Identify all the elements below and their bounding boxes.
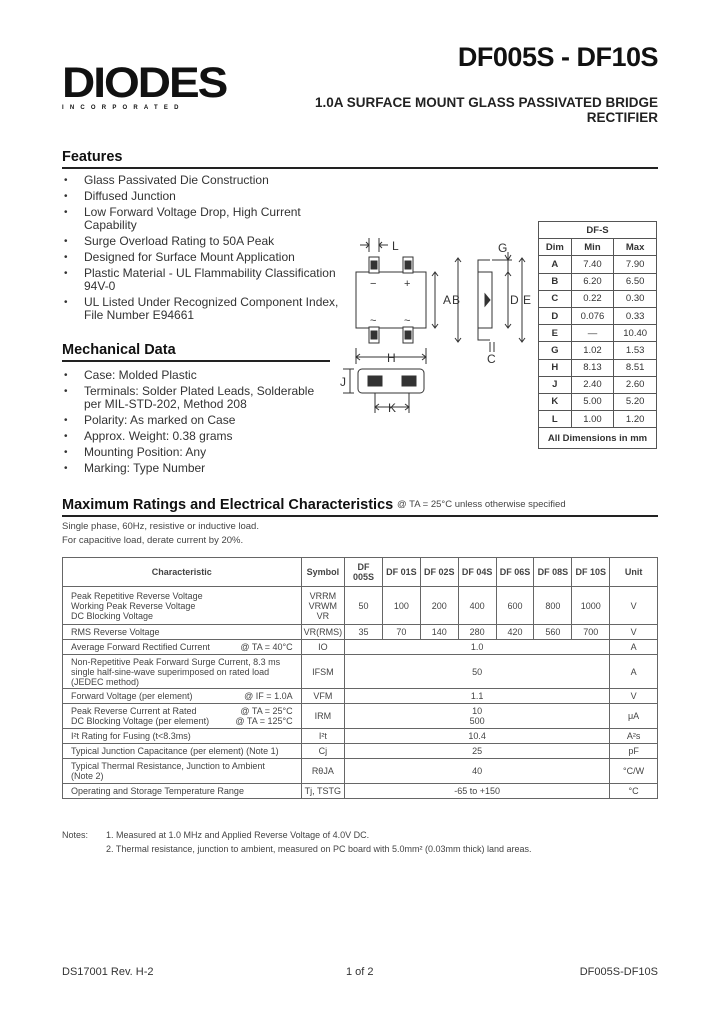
- dim-header-max: Max: [614, 239, 657, 256]
- i2t-value: 10.4: [345, 729, 610, 744]
- row-irm: [63, 704, 658, 729]
- dim-row: [539, 273, 657, 290]
- dim-cell: 2.40: [571, 376, 614, 393]
- features-rule: [62, 167, 658, 169]
- lead-top-left-pad: [371, 261, 377, 269]
- footer-doc-rev: DS17001 Rev. H-2: [62, 966, 154, 978]
- cj-char: Typical Junction Capacitance (per element) (Note 1): [63, 744, 302, 759]
- vrms-unit: V: [610, 625, 658, 640]
- dim-cell: 10.40: [614, 325, 657, 342]
- cj-value: 25: [345, 744, 610, 759]
- dim-table-footer: All Dimensions in mm: [539, 428, 657, 449]
- dim-cell: 1.02: [571, 342, 614, 359]
- vrrm-unit: V: [610, 587, 658, 625]
- dim-label-G: G: [498, 241, 508, 255]
- mechanical-list: [62, 369, 332, 478]
- footer-part-number: DF005S-DF10S: [579, 966, 658, 978]
- cj-unit: pF: [610, 744, 658, 759]
- mechanical-item: • Case: Molded Plastic: [62, 369, 332, 382]
- io-unit: A: [610, 640, 658, 655]
- dim-cell: C: [539, 290, 572, 307]
- vrms-value: 280: [458, 625, 496, 640]
- ratings-condition: @ TA = 25°C unless otherwise specified: [397, 499, 566, 510]
- dim-cell: 2.60: [614, 376, 657, 393]
- ratings-table: [62, 557, 658, 799]
- row-vfm: [63, 689, 658, 704]
- ratings-line-1: Single phase, 60Hz, resistive or inductive load.: [62, 521, 259, 532]
- footer-page-number: 1 of 2: [346, 966, 374, 978]
- vrrm-value: 100: [382, 587, 420, 625]
- hdr-df08s: DF 08S: [534, 558, 572, 587]
- note-2: 2. Thermal resistance, junction to ambient, measured on PC board with 5.0mm² (0.03mm thick) land areas.: [106, 844, 532, 854]
- mechanical-item: • Marking: Type Number: [62, 462, 332, 475]
- ifsm-value: 50: [345, 655, 610, 689]
- product-subtitle: [315, 95, 658, 125]
- dim-row: [539, 376, 657, 393]
- vrms-sym: VR(RMS): [301, 625, 345, 640]
- dim-cell: 5.20: [614, 393, 657, 410]
- dim-header-dim: Dim: [539, 239, 572, 256]
- ifsm-sym: IFSM: [301, 655, 345, 689]
- pin-ac1-label: ~: [370, 315, 377, 327]
- ratings-line-2: For capacitive load, derate current by 20%.: [62, 535, 244, 546]
- hdr-unit: Unit: [610, 558, 658, 587]
- dim-cell: G: [539, 342, 572, 359]
- io-char: Average Forward Rectified Current: [71, 642, 210, 652]
- vrms-value: 70: [382, 625, 420, 640]
- cj-sym: Cj: [301, 744, 345, 759]
- mechanical-item: • Mounting Position: Any: [62, 446, 332, 459]
- part-number-title: DF005S - DF10S: [457, 42, 658, 72]
- top-view-body: [356, 272, 426, 328]
- ifsm-char-2: single half-sine-wave superimposed on rated load: [71, 666, 270, 677]
- dim-L-arrows: [360, 242, 388, 248]
- i2t-sym: I²t: [301, 729, 345, 744]
- io-value: 1.0: [345, 640, 610, 655]
- pin-plus-label: +: [404, 278, 411, 290]
- lead-bottom-left-pad: [371, 331, 377, 339]
- dim-label-J: J: [340, 375, 346, 389]
- vrms-char: RMS Reverse Voltage: [63, 625, 302, 640]
- dim-label-H: H: [387, 351, 396, 365]
- rja-value: 40: [345, 759, 610, 784]
- vfm-unit: V: [610, 689, 658, 704]
- front-lead-left: [368, 376, 382, 386]
- irm-value-2: 500: [469, 716, 485, 726]
- side-pin-mark: [485, 294, 490, 306]
- hdr-characteristic: Characteristic: [63, 558, 302, 587]
- temp-sym: Tj, TSTG: [301, 784, 345, 799]
- feature-item: • Surge Overload Rating to 50A Peak: [62, 235, 347, 248]
- vrms-value: 560: [534, 625, 572, 640]
- subtitle-line-2: RECTIFIER: [586, 110, 658, 125]
- side-lead-top: [478, 260, 490, 272]
- ifsm-char-3: (JEDEC method): [71, 676, 140, 687]
- feature-item: • Plastic Material - UL Flammability Classification 94V-0: [62, 267, 347, 293]
- lead-bottom-right-pad: [405, 331, 411, 339]
- dim-cell: J: [539, 376, 572, 393]
- temp-char: Operating and Storage Temperature Range: [63, 784, 302, 799]
- dim-table-title: DF-S: [539, 222, 657, 239]
- io-sym: IO: [301, 640, 345, 655]
- dim-label-L: L: [392, 239, 399, 253]
- vrrm-value: 600: [496, 587, 534, 625]
- dim-cell: 0.076: [571, 307, 614, 324]
- row-i2t: [63, 729, 658, 744]
- temp-unit: °C: [610, 784, 658, 799]
- hdr-df04s: DF 04S: [458, 558, 496, 587]
- vrms-value: 140: [420, 625, 458, 640]
- dim-cell: 1.00: [571, 411, 614, 428]
- dim-row: [539, 411, 657, 428]
- ratings-header-row: [63, 558, 658, 587]
- dim-label-B: B: [452, 293, 461, 307]
- ratings-heading: Maximum Ratings and Electrical Characteristics: [62, 497, 394, 513]
- front-lead-right: [402, 376, 416, 386]
- features-heading: Features: [62, 149, 123, 165]
- hdr-df02s: DF 02S: [420, 558, 458, 587]
- pin-minus-label: −: [370, 278, 377, 290]
- dim-cell: 0.33: [614, 307, 657, 324]
- note-1: 1. Measured at 1.0 MHz and Applied Reverse Voltage of 4.0V DC.: [106, 830, 370, 840]
- dim-cell: 8.13: [571, 359, 614, 376]
- dim-cell: 0.30: [614, 290, 657, 307]
- dim-row: [539, 290, 657, 307]
- vfm-value: 1.1: [345, 689, 610, 704]
- dim-cell: 7.90: [614, 256, 657, 273]
- dim-cell: 6.20: [571, 273, 614, 290]
- dim-cell: A: [539, 256, 572, 273]
- vfm-char: Forward Voltage (per element): [71, 691, 193, 701]
- rja-sym: RθJA: [301, 759, 345, 784]
- logo-text: DIODES: [62, 58, 227, 107]
- vrms-value: 35: [345, 625, 383, 640]
- rja-unit: °C/W: [610, 759, 658, 784]
- io-cond: @ TA = 40°C: [240, 642, 293, 652]
- dim-cell: 1.20: [614, 411, 657, 428]
- row-ifsm: [63, 655, 658, 689]
- irm-cond-2: @ TA = 125°C: [235, 716, 293, 726]
- dimension-table: [538, 221, 657, 449]
- dim-row: [539, 359, 657, 376]
- hdr-df06s: DF 06S: [496, 558, 534, 587]
- hdr-symbol: Symbol: [301, 558, 345, 587]
- feature-item: • UL Listed Under Recognized Component Index, File Number E94661: [62, 296, 347, 322]
- subtitle-line-1: 1.0A SURFACE MOUNT GLASS PASSIVATED BRIDGE: [314, 95, 658, 110]
- vrrm-value: 1000: [572, 587, 610, 625]
- row-rja: [63, 759, 658, 784]
- vrrm-value: 200: [420, 587, 458, 625]
- dim-cell: 5.00: [571, 393, 614, 410]
- dim-cell: L: [539, 411, 572, 428]
- dim-label-E: E: [523, 293, 532, 307]
- rja-char-1: Typical Thermal Resistance, Junction to Ambient: [71, 761, 265, 771]
- temp-value: -65 to +150: [345, 784, 610, 799]
- row-vrms: [63, 625, 658, 640]
- feature-item: • Glass Passivated Die Construction: [62, 174, 347, 187]
- irm-value-1: 10: [472, 706, 483, 716]
- mechanical-item: • Polarity: As marked on Case: [62, 414, 332, 427]
- vfm-sym: VFM: [301, 689, 345, 704]
- features-list: [62, 174, 347, 325]
- dim-cell: B: [539, 273, 572, 290]
- vrrm-sym-3: VR: [316, 610, 330, 621]
- ifsm-char-1: Non-Repetitive Peak Forward Surge Current, 8.3 ms: [71, 656, 281, 667]
- dim-cell: 0.22: [571, 290, 614, 307]
- vrrm-char-2: Working Peak Reverse Voltage: [71, 600, 196, 611]
- dim-cell: K: [539, 393, 572, 410]
- vrrm-sym-1: VRRM: [309, 590, 337, 601]
- dim-row: [539, 256, 657, 273]
- irm-char-2: DC Blocking Voltage (per element): [71, 716, 210, 726]
- ratings-notes-block: [62, 520, 259, 548]
- notes-block: [62, 828, 532, 856]
- dim-cell: E: [539, 325, 572, 342]
- irm-unit: μA: [610, 704, 658, 729]
- package-outline-diagram: [340, 230, 535, 420]
- hdr-df01s: DF 01S: [382, 558, 420, 587]
- dim-cell: 6.50: [614, 273, 657, 290]
- dim-label-C: C: [487, 352, 496, 366]
- dim-cell: H: [539, 359, 572, 376]
- hdr-df005s: DF 005S: [345, 558, 383, 587]
- vfm-cond: @ IF = 1.0A: [244, 691, 293, 701]
- dim-row: [539, 307, 657, 324]
- dim-header-min: Min: [571, 239, 614, 256]
- i2t-char: I²t Rating for Fusing (t<8.3ms): [63, 729, 302, 744]
- dim-row: [539, 325, 657, 342]
- vrrm-value: 50: [345, 587, 383, 625]
- diodes-logo: [62, 58, 230, 112]
- feature-item: • Low Forward Voltage Drop, High Current Capability: [62, 206, 347, 232]
- dim-cell: —: [571, 325, 614, 342]
- vrrm-value: 400: [458, 587, 496, 625]
- row-temp: [63, 784, 658, 799]
- ifsm-unit: A: [610, 655, 658, 689]
- lead-top-right-pad: [405, 261, 411, 269]
- irm-char-1: Peak Reverse Current at Rated: [71, 706, 197, 716]
- dim-cell: 1.53: [614, 342, 657, 359]
- dim-label-D: D: [510, 293, 519, 307]
- vrms-value: 420: [496, 625, 534, 640]
- dim-row: [539, 342, 657, 359]
- mechanical-heading: Mechanical Data: [62, 342, 176, 358]
- pin-ac2-label: ~: [404, 315, 411, 327]
- rja-char-2: (Note 2): [71, 771, 104, 781]
- vrrm-value: 800: [534, 587, 572, 625]
- i2t-unit: A²s: [610, 729, 658, 744]
- irm-sym: IRM: [301, 704, 345, 729]
- feature-item: • Diffused Junction: [62, 190, 347, 203]
- dim-row: [539, 393, 657, 410]
- feature-item: • Designed for Surface Mount Application: [62, 251, 347, 264]
- row-cj: [63, 744, 658, 759]
- hdr-df10s: DF 10S: [572, 558, 610, 587]
- side-lead-bottom: [478, 328, 490, 340]
- mechanical-rule: [62, 360, 330, 362]
- dim-cell: 7.40: [571, 256, 614, 273]
- mechanical-item: • Terminals: Solder Plated Leads, Solderable per MIL-STD-202, Method 208: [62, 385, 332, 411]
- row-io: [63, 640, 658, 655]
- dim-cell: 8.51: [614, 359, 657, 376]
- mechanical-item: • Approx. Weight: 0.38 grams: [62, 430, 332, 443]
- vrrm-char-3: DC Blocking Voltage: [71, 610, 154, 621]
- dim-cell: D: [539, 307, 572, 324]
- irm-cond-1: @ TA = 25°C: [240, 706, 293, 716]
- ratings-rule: [62, 515, 658, 517]
- vrrm-sym-2: VRWM: [308, 600, 337, 611]
- notes-label: Notes:: [62, 830, 89, 840]
- vrms-value: 700: [572, 625, 610, 640]
- dim-label-A: A: [443, 293, 452, 307]
- row-vrrm: [63, 587, 658, 625]
- dim-label-K: K: [388, 401, 397, 415]
- dim-C-lines: [490, 342, 494, 352]
- vrrm-char-1: Peak Repetitive Reverse Voltage: [71, 590, 203, 601]
- logo-subtext: INCORPORATED: [62, 105, 185, 111]
